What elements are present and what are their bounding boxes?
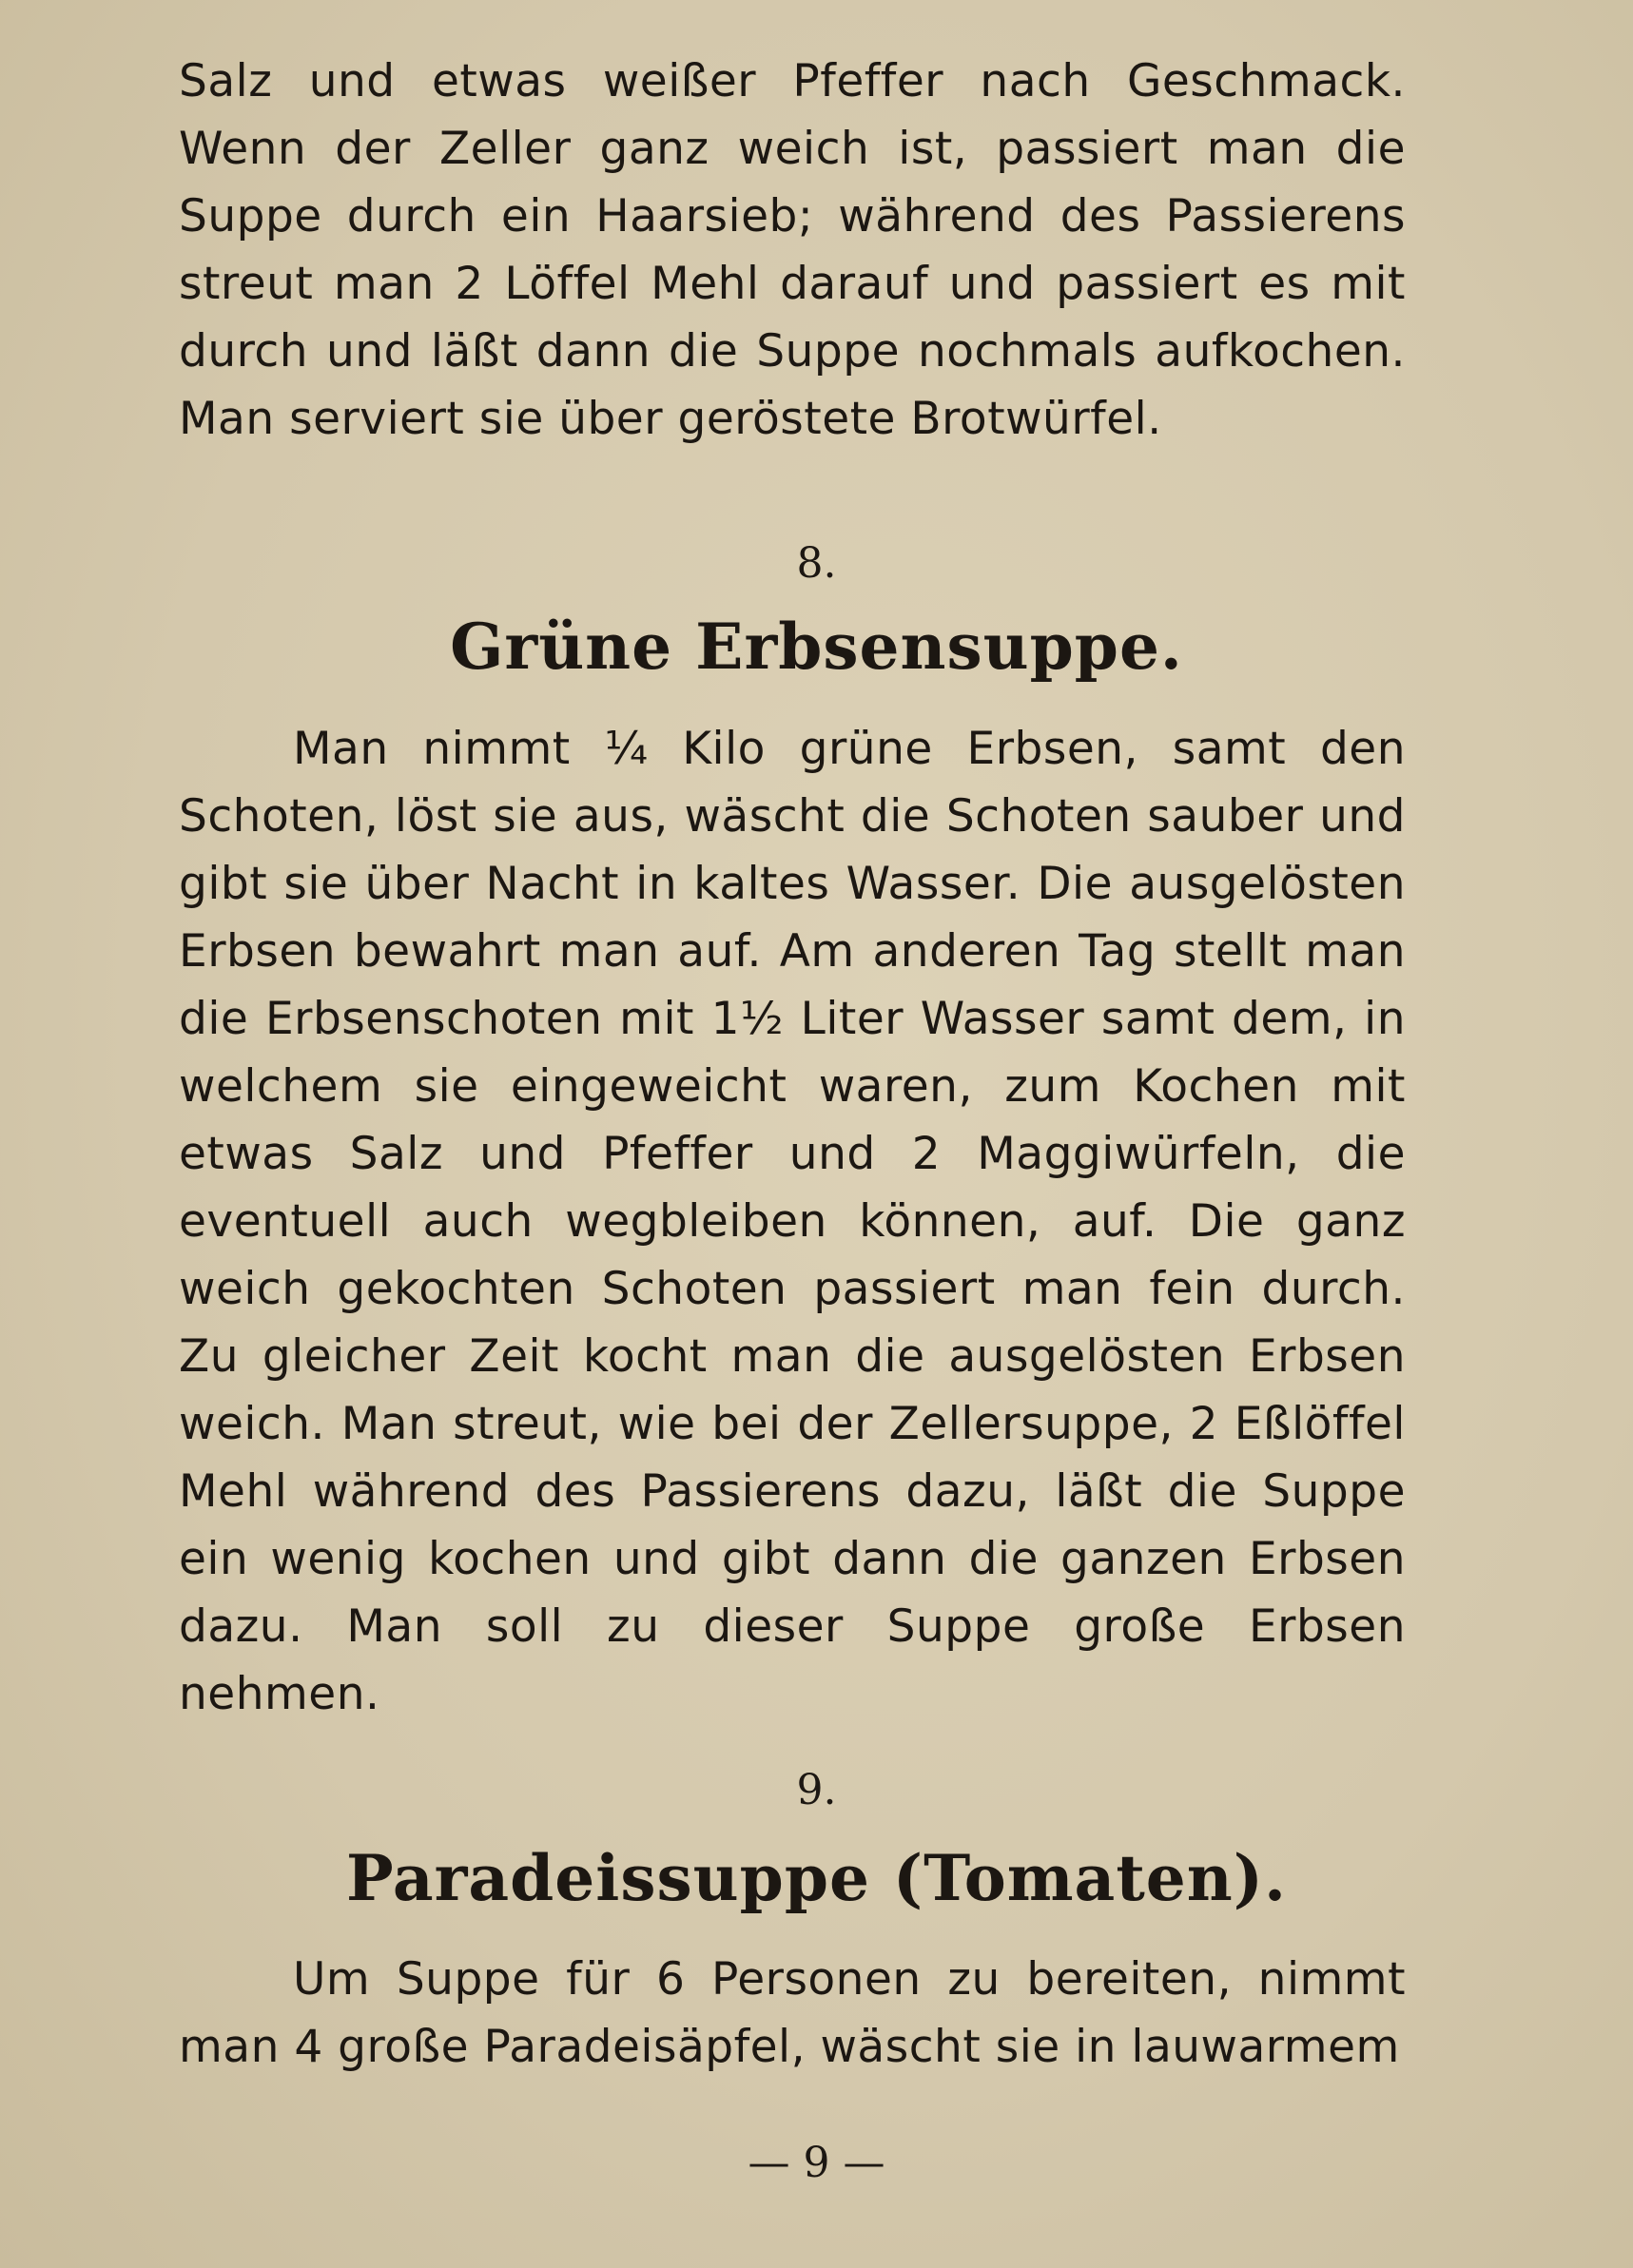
recipe-number: 9. [796, 1766, 837, 1814]
recipe-title: Paradeissuppe (Tomaten). [346, 1841, 1287, 1915]
page-number: — 9 — [748, 2139, 885, 2187]
recipe-number: 8. [796, 539, 837, 588]
continuation-paragraph: Salz und etwas weißer Pfeffer nach Geschmack. Wenn der Zeller ganz weich ist, passiert man die Suppe durch ein Haarsieb; während des Passierens streut man 2 Löffel Mehl darauf und passiert es mit durch und läßt dann die Suppe nochmals aufkochen. Man serviert sie über geröstete Brotwürfel. [179, 55, 1406, 445]
recipe-paragraph: Man nimmt ¼ Kilo grüne Erbsen, samt den Schoten, löst sie aus, wäscht die Schoten sauber und gibt sie über Nacht in kaltes Wasser. Die ausgelösten Erbsen bewahrt man auf. Am anderen Tag stellt man die Erbsenschoten mit 1½ Liter Wasser samt dem, in welchem sie eingeweicht waren, zum Kochen mit etwas Salz und Pfeffer und 2 Maggiwürfeln, die eventuell auch wegbleiben können, auf. Die ganz weich gekochten Schoten passiert man fein durch. Zu gleicher Zeit kocht man die ausgelösten Erbsen weich. Man streut, wie bei der Zellersuppe, 2 Eßlöffel Mehl während des Passierens dazu, läßt die Suppe ein wenig kochen und gibt dann die ganzen Erbsen dazu. Man soll zu dieser Suppe große Erbsen nehmen. [179, 723, 1406, 1720]
continuation-text-block [179, 48, 1406, 453]
recipe-paragraph: Um Suppe für 6 Personen zu bereiten, nimmt man 4 große Paradeisäpfel, wäscht sie in lauwarmem [179, 1953, 1406, 2073]
recipe-body [179, 1946, 1406, 2081]
recipe-title: Grüne Erbsensuppe. [450, 610, 1183, 684]
recipe-body [179, 715, 1406, 1728]
